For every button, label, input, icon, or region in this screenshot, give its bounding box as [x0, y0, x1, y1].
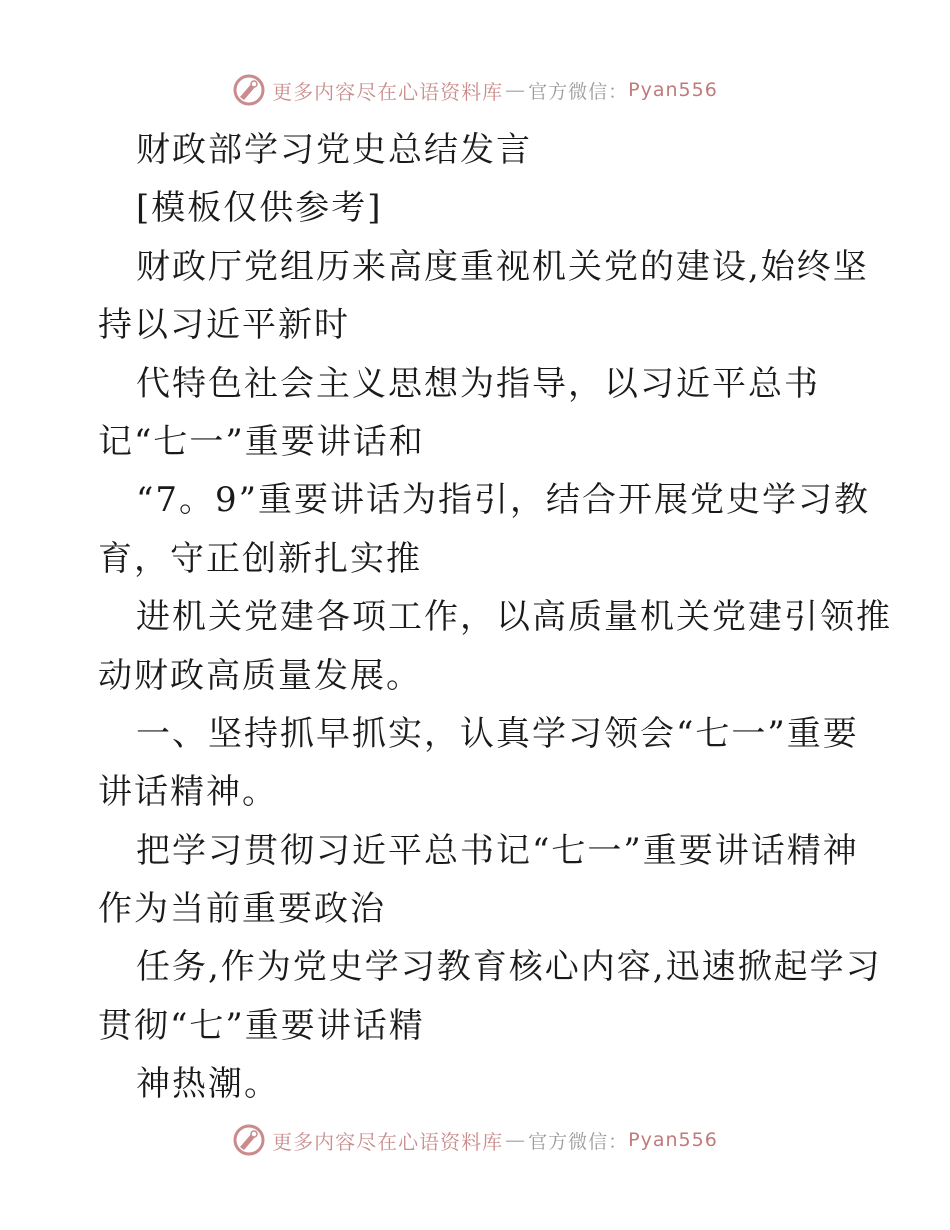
section-heading-cont: 讲话精神。: [98, 772, 278, 813]
paragraph-line: 神热潮。: [136, 1064, 280, 1105]
watermark-brand: 更多内容尽在心语资料库: [272, 1129, 504, 1154]
section-heading: 一、坚持抓早抓实，认真学习领会“七一”重要: [136, 713, 859, 754]
paragraph-line: 记“七一”重要讲话和: [98, 421, 425, 462]
paragraph-line: 财政厅党组历来高度重视机关党的建设,始终坚: [136, 246, 869, 287]
paragraph-line: 动财政高质量发展。: [98, 655, 422, 696]
document-body: [98, 121, 892, 1114]
watermark-wechat-label: 官方微信：: [528, 1130, 629, 1153]
brand-logo-icon: [232, 1123, 266, 1157]
paragraph-line: 持以习近平新时: [98, 305, 350, 346]
paragraph-line: 代特色社会主义思想为指导，以习近平总书: [136, 363, 820, 404]
watermark-wechat-id: Pyan556: [628, 79, 718, 101]
watermark-dash: —: [505, 78, 527, 102]
paragraph-line: 贯彻“七”重要讲话精: [98, 1005, 425, 1046]
paragraph-line: 育，守正创新扎实推: [98, 538, 422, 579]
watermark-dash: —: [505, 1128, 527, 1152]
document-title: 财政部学习党史总结发言: [136, 130, 532, 170]
paragraph-line: 把学习贯彻习近平总书记“七一”重要讲话精神: [136, 830, 859, 871]
paragraph-line: “7。9”重要讲话为指引，结合开展党史学习教: [136, 480, 871, 521]
watermark-footer: [0, 1120, 950, 1160]
template-note: [模板仅供参考]: [136, 188, 383, 229]
watermark-wechat-id: Pyan556: [628, 1129, 718, 1151]
watermark-brand: 更多内容尽在心语资料库: [272, 79, 504, 104]
paragraph-line: 任务,作为党史学习教育核心内容,迅速掀起学习: [136, 947, 882, 988]
watermark-wechat-label: 官方微信：: [528, 80, 629, 103]
paragraph-line: 进机关党建各项工作，以高质量机关党建引领推: [136, 597, 892, 638]
paragraph-line: 作为当前重要政治: [98, 889, 386, 930]
watermark-header: [0, 70, 950, 110]
brand-logo-icon: [232, 73, 266, 107]
